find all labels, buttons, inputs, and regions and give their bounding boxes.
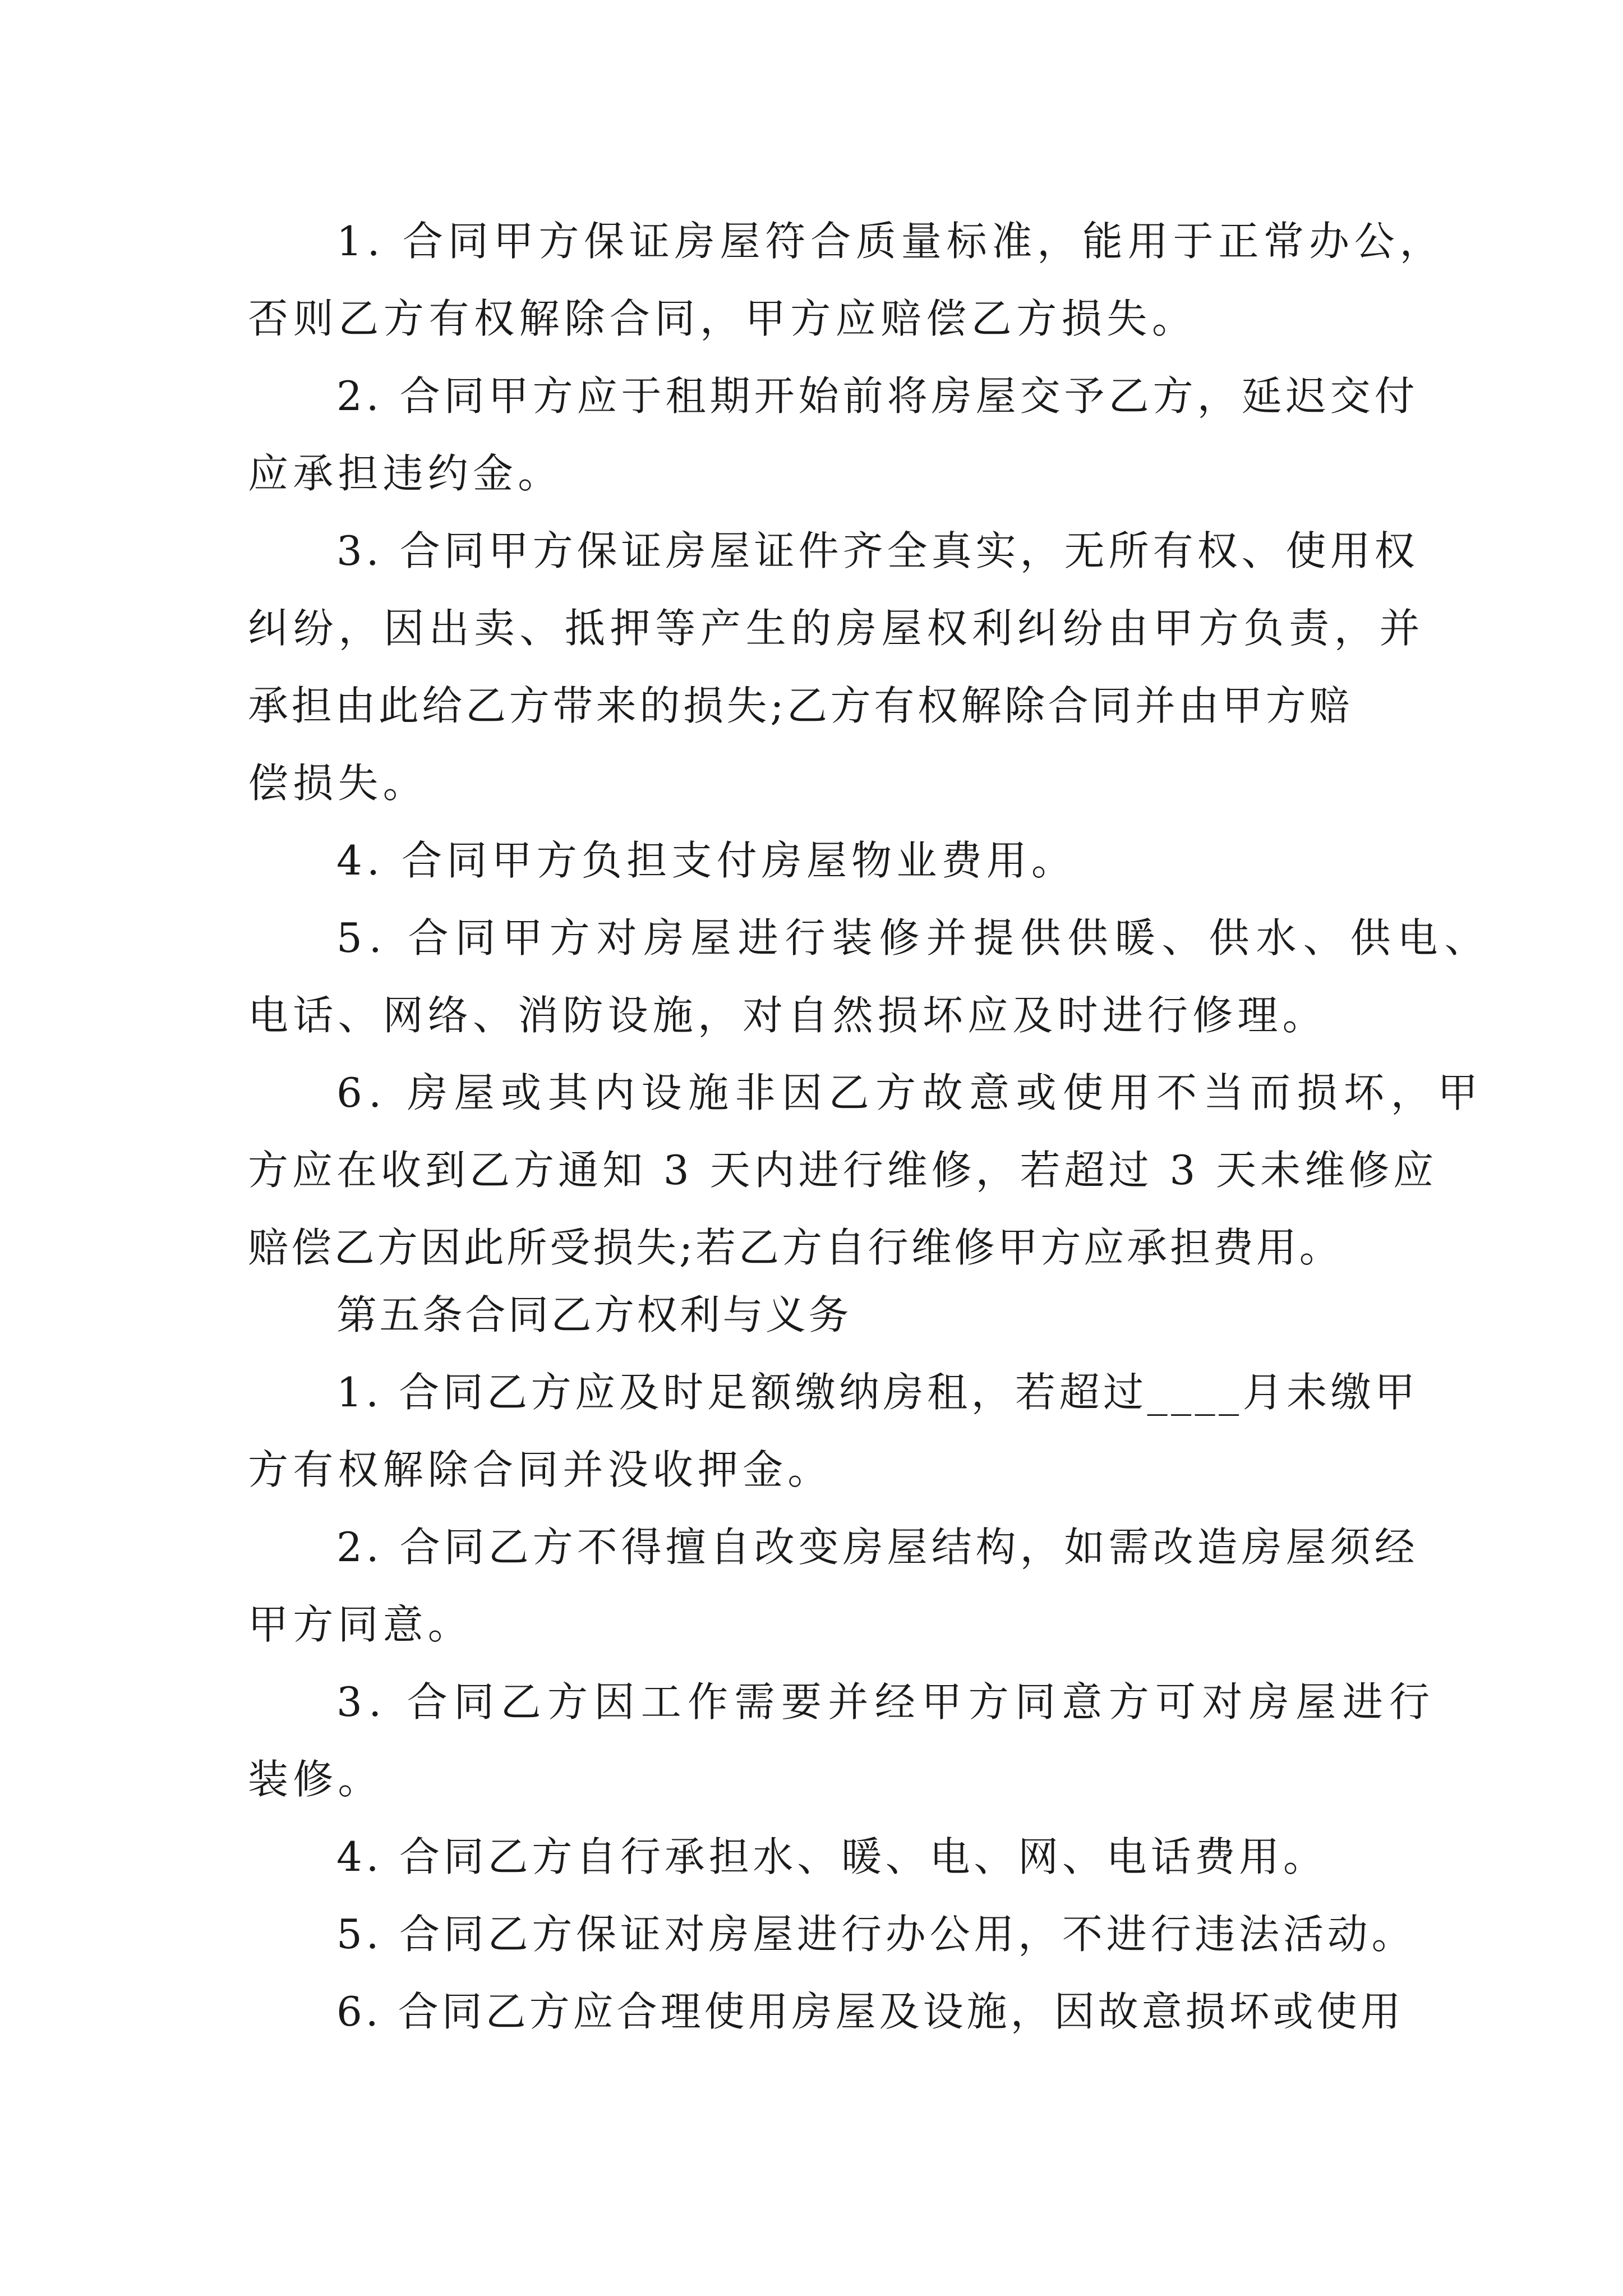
clause-a3-line4: 偿损失。	[248, 760, 428, 807]
clause-b1-line2: 方有权解除合同并没收押金。	[248, 1446, 833, 1493]
clause-b4-line1: 4. 合同乙方自行承担水、暖、电、网、电话费用。	[336, 1833, 1327, 1880]
section-heading-article5: 第五条合同乙方权利与义务	[336, 1291, 852, 1338]
clause-b2-line2: 甲方同意。	[248, 1601, 473, 1648]
clause-a3-line2: 纠纷，因出卖、抵押等产生的房屋权利纠纷由甲方负责，并	[248, 605, 1425, 652]
clause-a6-line1: 6. 房屋或其内设施非因乙方故意或使用不当而损坏，甲	[336, 1069, 1484, 1116]
clause-a5-line1: 5. 合同甲方对房屋进行装修并提供供暖、供水、供电、	[336, 914, 1492, 961]
clause-b2-line1: 2. 合同乙方不得擅自改变房屋结构，如需改造房屋须经	[336, 1524, 1419, 1571]
clause-b3-line2: 装修。	[248, 1756, 383, 1803]
clause-a3-line1: 3. 合同甲方保证房屋证件齐全真实，无所有权、使用权	[336, 527, 1419, 574]
clause-b5-line1: 5. 合同乙方保证对房屋进行办公用，不进行违法活动。	[336, 1911, 1416, 1958]
clause-a2-line1: 2. 合同甲方应于租期开始前将房屋交予乙方，延迟交付	[336, 372, 1419, 420]
clause-a6-line2: 方应在收到乙方通知 3 天内进行维修，若超过 3 天未维修应	[248, 1147, 1438, 1194]
clause-a4-line1: 4. 合同甲方负担支付房屋物业费用。	[336, 837, 1077, 884]
clause-a3-line3: 承担由此给乙方带来的损失;乙方有权解除合同并由甲方赔	[248, 682, 1353, 729]
clause-b6-line1: 6. 合同乙方应合理使用房屋及设施，因故意损坏或使用	[336, 1988, 1404, 2035]
clause-a1-line1: 1. 合同甲方保证房屋符合质量标准，能用于正常办公，	[336, 218, 1445, 265]
clause-a1-line2: 否则乙方有权解除合同，甲方应赔偿乙方损失。	[248, 295, 1197, 342]
clause-b3-line1: 3. 合同乙方因工作需要并经甲方同意方可对房屋进行	[336, 1678, 1436, 1726]
clause-a2-line2: 应承担违约金。	[248, 450, 563, 497]
clause-a5-line2: 电话、网络、消防设施，对自然损坏应及时进行修理。	[248, 992, 1327, 1039]
clause-b1-line1: 1. 合同乙方应及时足额缴纳房租，若超过____月未缴甲	[336, 1369, 1419, 1416]
clause-a6-line3: 赔偿乙方因此所受损失;若乙方自行维修甲方应承担费用。	[248, 1224, 1343, 1271]
